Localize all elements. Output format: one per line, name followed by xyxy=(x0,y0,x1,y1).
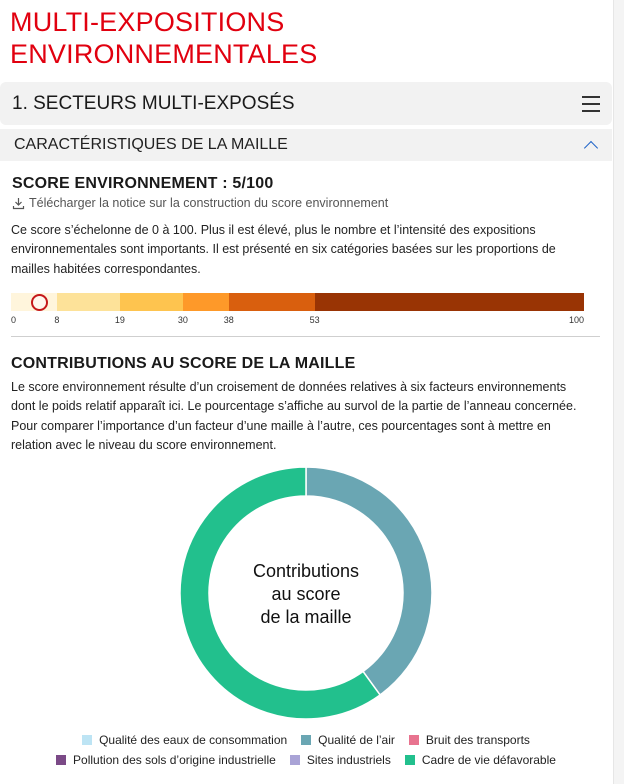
legend-swatch xyxy=(405,755,415,765)
score-scale-bar xyxy=(11,293,584,311)
page-title-line-2: ENVIRONNEMENTALES xyxy=(10,39,318,69)
accordion-title: CARACTÉRISTIQUES DE LA MAILLE xyxy=(14,136,288,153)
chart-legend-row-2 xyxy=(0,753,612,767)
legend-item-sites[interactable] xyxy=(290,753,391,767)
score-scale-tick-label: 30 xyxy=(177,315,188,325)
divider xyxy=(11,336,600,337)
legend-label: Bruit des transports xyxy=(425,733,530,747)
score-scale-tick-label: 0 xyxy=(11,315,17,325)
legend-item-cadre[interactable] xyxy=(405,753,556,767)
contributions-description-line: relation avec le niveau du score environnement. xyxy=(11,437,277,452)
donut-center-line: Contributions xyxy=(252,561,360,581)
contributions-description-line: Pour comparer l’importance d’un facteur d’une maille à l’autre, ces pourcentages sont à mettre en xyxy=(11,418,551,433)
legend-label: Sites industriels xyxy=(306,753,391,767)
page-title xyxy=(10,6,317,70)
legend-label: Pollution des sols d’origine industrielle xyxy=(73,753,276,767)
page-title-line-1: MULTI-EXPOSITIONS xyxy=(10,7,285,37)
legend-label: Cadre de vie défavorable xyxy=(421,753,556,767)
score-scale-segment xyxy=(315,293,584,311)
score-scale-tick-label: 19 xyxy=(114,315,125,325)
score-scale-ticks xyxy=(11,315,584,327)
legend-item-air[interactable] xyxy=(301,733,395,747)
hamburger-menu-icon[interactable] xyxy=(582,96,600,112)
score-scale-segment xyxy=(57,293,120,311)
legend-item-eaux[interactable] xyxy=(82,733,287,747)
legend-label: Qualité des eaux de consommation xyxy=(99,733,288,747)
donut-center-label xyxy=(216,560,396,629)
legend-item-sols[interactable] xyxy=(56,753,276,767)
download-notice-label: Télécharger la notice sur la construction du score environnement xyxy=(29,196,389,210)
score-scale-tick-label: 53 xyxy=(309,315,320,325)
contributions-title: CONTRIBUTIONS AU SCORE DE LA MAILLE xyxy=(11,355,356,372)
contributions-description-line: dont le poids relatif apparaît ici. Le pourcentage s’affiche au survol de la partie de l’anneau concernée. xyxy=(11,399,577,414)
accordion-header[interactable] xyxy=(0,129,612,161)
legend-swatch xyxy=(301,735,311,745)
chevron-up-icon[interactable] xyxy=(584,140,598,154)
score-scale-tick-label: 8 xyxy=(54,315,60,325)
legend-swatch xyxy=(290,755,300,765)
score-marker xyxy=(31,294,48,311)
legend-item-bruit[interactable] xyxy=(409,733,530,747)
donut-center-line: de la maille xyxy=(260,607,352,627)
legend-swatch xyxy=(409,735,419,745)
contributions-description-line: Le score environnement résulte d’un croisement de données relatives à six facteurs environnements xyxy=(11,380,567,394)
score-scale-tick-label: 38 xyxy=(223,315,234,325)
section-title: 1. SECTEURS MULTI-EXPOSÉS xyxy=(12,92,295,114)
legend-label: Qualité de l’air xyxy=(318,733,395,747)
score-description-line: environnementales sont importants. Il est présenté en six catégories basées sur les proportions de xyxy=(11,242,556,257)
score-description xyxy=(11,221,556,279)
score-scale-segment xyxy=(120,293,183,311)
legend-swatch xyxy=(56,755,66,765)
score-description-line: mailles habitées correspondantes. xyxy=(11,261,201,276)
download-notice-link[interactable] xyxy=(12,196,388,210)
score-scale-tick-label: 100 xyxy=(568,315,584,325)
score-description-line: Ce score s’échelonne de 0 à 100. Plus il est élevé, plus le nombre et l’intensité des expositions xyxy=(11,223,536,237)
score-scale-segment xyxy=(183,293,229,311)
contributions-description xyxy=(11,378,576,455)
legend-swatch xyxy=(82,735,92,745)
page-scrollbar[interactable] xyxy=(613,0,624,784)
section-header xyxy=(0,82,612,125)
score-scale-segment xyxy=(229,293,315,311)
donut-center-line: au score xyxy=(271,584,341,604)
score-title: SCORE ENVIRONNEMENT : 5/100 xyxy=(12,175,274,192)
download-icon xyxy=(12,197,25,210)
chart-legend-row-1 xyxy=(0,733,612,747)
